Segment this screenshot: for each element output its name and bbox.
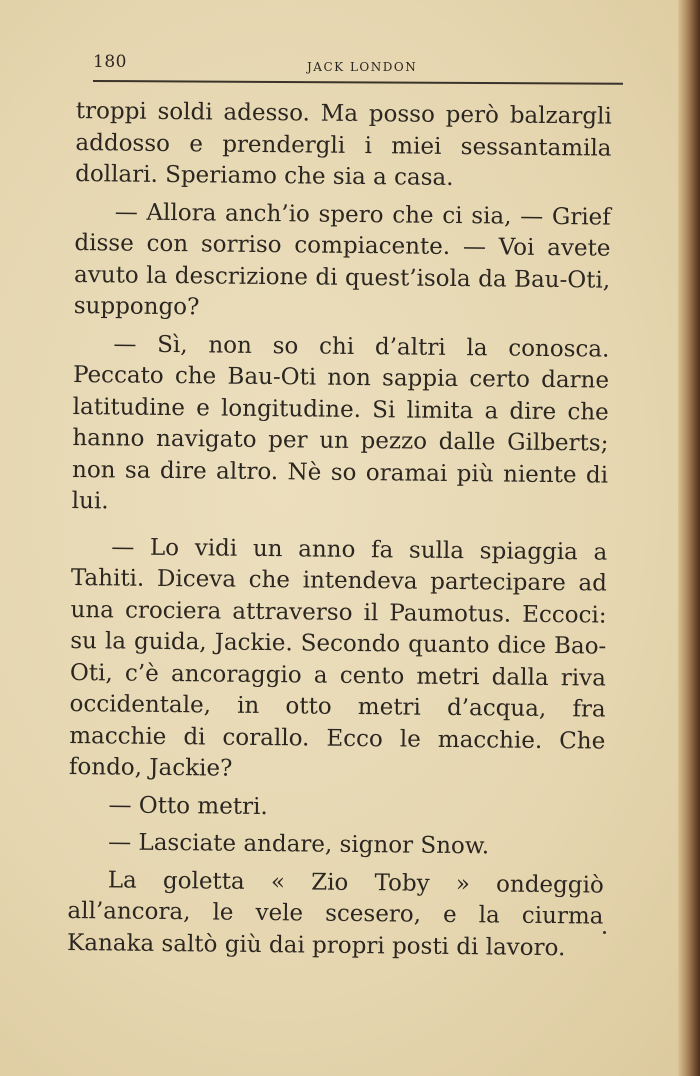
paragraph: troppi soldi adesso. Ma posso però balzargli addosso e prendergli i miei sessantamila dollari. Speriamo che sia a casa. [75,97,612,191]
paragraph: — Lasciate andare, signor Snow. [108,829,490,860]
paragraph: — Otto metri. [108,791,268,820]
page-header [93,52,623,82]
page-number: 180 [93,52,127,72]
paragraph: La goletta « Zio Toby » ondeggiò all’ancora, le vele scesero, e la ciurma Kanaka saltò giù dai propri posti di lavoro. [66,866,604,961]
page-edge-shadow [678,0,700,1076]
paragraph: — Sì, non so chi d’altri la conosca. Peccato che Bau-Oti non sappia certo darne latitudine e longitudine. Si limita a dire che hanno navigato per un pezzo dalle Gilberts; non sa dire altro. Nè so oramai più niente di lui. [71,330,610,515]
paragraph: — Allora anch’io spero che ci sia, — Grief disse con sorriso compiacente. — Voi avete avuto la descrizione di quest’isola da Bau-Oti, suppongo? [73,198,611,321]
running-head: JACK LONDON [307,60,418,74]
ink-speck [603,931,606,934]
body-text [67,96,612,965]
paragraph: — Lo vidi un anno fa sulla spiaggia a Tahiti. Diceva che intendeva partecipare ad una crociera attraverso il Paumotus. Eccoci: su la guida, Jackie. Secondo quanto dice Bao-Oti, c’è ancoraggio a cento metri dalla riva occidentale, in otto metri d’acqua, fra macchie di corallo. Ecco le macchie. Che fondo, Jackie? [68,533,608,782]
